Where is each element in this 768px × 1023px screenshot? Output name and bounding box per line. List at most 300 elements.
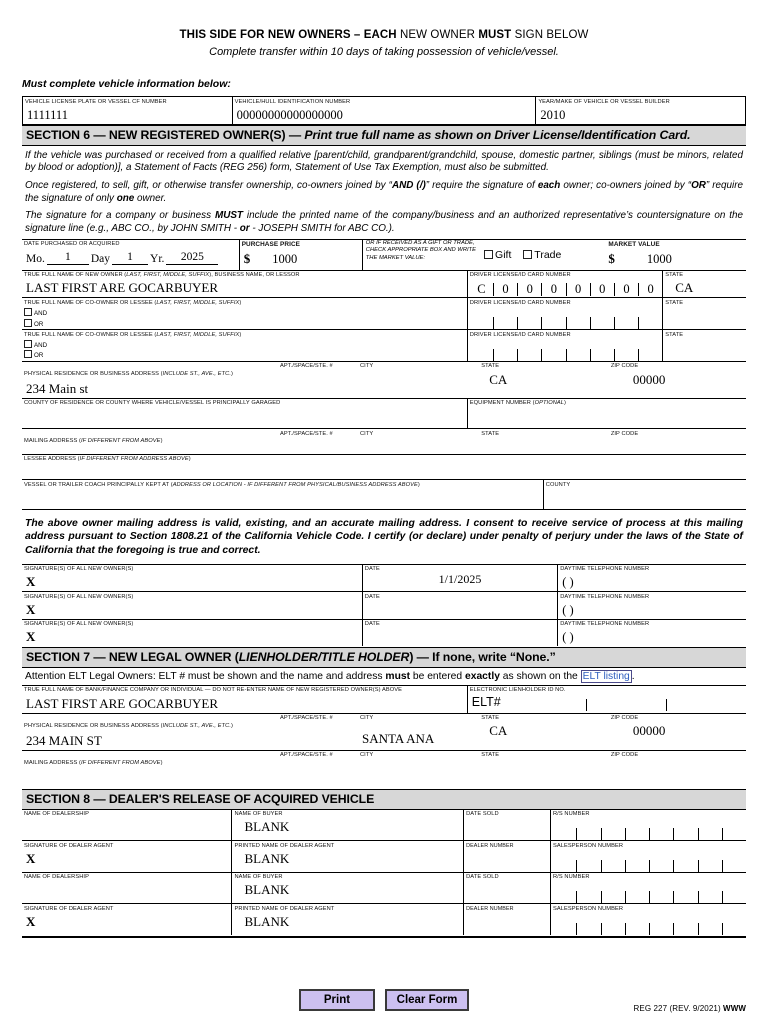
dl-tick	[591, 349, 615, 361]
dealer-agent-printed-cell-2[interactable]	[232, 904, 464, 935]
must-complete-note: Must complete vehicle information below:	[22, 78, 231, 90]
elt-listing-link[interactable]: ELT listing	[582, 671, 630, 683]
coowner-2-dl-label: DRIVER LICENSE/ID CARD NUMBER	[469, 331, 571, 338]
elt-attn-must: must	[385, 671, 411, 683]
legal-address-value: 234 MAIN ST	[26, 732, 102, 748]
physical-apt-label: APT./SPACE/STE. #	[280, 363, 333, 370]
signature-table	[22, 564, 746, 647]
rs-tick	[626, 828, 650, 840]
table-row	[22, 480, 746, 509]
vessel-kept-table	[22, 480, 746, 510]
elt-tick	[667, 699, 746, 711]
dealer-signature-x-mark: X	[26, 914, 36, 930]
or-checkbox[interactable]	[24, 319, 32, 327]
p2-and-token: AND (/)	[391, 179, 426, 191]
legal-mailing-zip-label: ZIP CODE	[610, 752, 639, 759]
section-7-address-table	[22, 714, 746, 751]
signature-date-cell-3[interactable]	[362, 619, 557, 646]
buyer-name-cell-1[interactable]	[232, 810, 464, 841]
dl-tick	[542, 349, 566, 361]
dl-char: 0	[518, 283, 542, 296]
physical-zip-label: ZIP CODE	[610, 363, 639, 370]
page-title-part-1: THIS SIDE FOR NEW OWNERS – EACH	[179, 29, 397, 41]
coowner-2-or-row[interactable]	[24, 350, 467, 361]
signature-phone-cell-2[interactable]	[558, 592, 746, 620]
mailing-zip-cell[interactable]	[605, 429, 746, 454]
dealer-number-cell-2[interactable]	[464, 904, 551, 935]
p3-text-e: - JOSEPH SMITH for ABC CO.).	[249, 222, 395, 234]
signature-label: SIGNATURE(S) OF ALL NEW OWNER(S)	[24, 593, 134, 600]
gift-label: Gift	[495, 248, 512, 261]
sp-tick	[723, 860, 746, 872]
date-purchased-fields[interactable]	[22, 252, 239, 265]
dl-char: 0	[567, 283, 591, 296]
market-value-label: MARKET VALUE	[608, 241, 660, 249]
elt-id-label: ELECTRONIC LIENHOLDER ID NO.	[469, 687, 566, 694]
legal-mailing-state-cell[interactable]	[467, 751, 605, 769]
table-row	[22, 330, 746, 361]
rs-tick	[553, 891, 577, 903]
gift-checkbox[interactable]	[484, 250, 493, 259]
dealer-agent-sig-label: SIGNATURE OF DEALER AGENT	[24, 905, 114, 912]
p2-text-e: owner; co-owners joined by “	[560, 179, 692, 191]
signature-cell-1[interactable]	[22, 564, 362, 592]
vehicle-vin-label: VEHICLE/HULL IDENTIFICATION NUMBER	[234, 98, 351, 105]
signature-date-label: DATE	[364, 621, 380, 628]
elt-tick	[587, 699, 667, 711]
date-sold-cell-2[interactable]	[464, 872, 551, 904]
trade-checkbox[interactable]	[523, 250, 532, 259]
date-sold-label: DATE SOLD	[466, 874, 499, 881]
dealer-agent-printed-label: PRINTED NAME OF DEALER AGENT	[234, 842, 335, 849]
section-8-header: SECTION 8 — DEALER'S RELEASE OF ACQUIRED VEHICLE	[22, 789, 746, 810]
date-yr-value[interactable]: 2025	[166, 252, 218, 265]
vehicle-plate-cell[interactable]	[23, 97, 233, 125]
table-row	[22, 714, 746, 751]
elt-id-segments[interactable]	[505, 695, 746, 711]
table-row	[22, 668, 746, 685]
vessel-county-cell[interactable]	[543, 480, 746, 509]
physical-address-value: 234 Main st	[26, 380, 89, 396]
county-equipment-table	[22, 399, 746, 430]
table-row	[22, 751, 746, 769]
mailing-state-cell[interactable]	[467, 429, 605, 454]
equipment-number-cell[interactable]	[467, 399, 746, 429]
new-owner-name-cell[interactable]	[22, 271, 467, 298]
dealer-number-label: DEALER NUMBER	[466, 905, 514, 912]
section-6-paragraph-2	[25, 180, 743, 205]
sp-tick	[602, 860, 626, 872]
signature-phone-label: DAYTIME TELEPHONE NUMBER	[560, 593, 650, 600]
dealer-signature-x-mark: X	[26, 850, 36, 866]
physical-zip-cell[interactable]	[605, 362, 746, 399]
coowner-table-2	[22, 330, 746, 362]
physical-zip-value: 00000	[632, 371, 666, 387]
vehicle-plate-value: 1111111	[27, 107, 68, 122]
dl-tick	[615, 349, 639, 361]
coowner-1-dl-segments[interactable]	[468, 313, 662, 329]
page-title	[22, 29, 746, 41]
vehicle-yearmake-label: YEAR/MAKE OF VEHICLE OR VESSEL BUILDER	[538, 98, 670, 105]
vehicle-yearmake-value: 2010	[540, 107, 566, 122]
section-7-header	[22, 647, 746, 668]
market-value-dollar: $	[608, 251, 615, 267]
dl-tick	[639, 317, 662, 329]
new-owner-dl-segments[interactable]	[468, 279, 662, 296]
lessee-address-label: LESSEE ADDRESS (IF DIFFERENT FROM ADDRESS ABOVE)	[24, 456, 191, 463]
form-identifier	[634, 1004, 746, 1013]
new-owner-dl-label: DRIVER LICENSE/ID CARD NUMBER	[469, 272, 571, 279]
physical-address-cell[interactable]	[22, 362, 467, 399]
and-checkbox[interactable]	[24, 340, 32, 348]
rs-tick	[723, 891, 746, 903]
p3-text-a: The signature for a company or business	[25, 210, 215, 222]
salesperson-number-cell-2[interactable]	[551, 904, 747, 935]
signature-date-label: DATE	[364, 566, 380, 573]
rs-tick	[577, 828, 601, 840]
gift-trade-inner	[363, 240, 609, 263]
mailing-address-cell[interactable]	[22, 429, 467, 454]
p2-text-c: ” require the signature of	[425, 179, 538, 191]
legal-city-label: CITY	[360, 715, 374, 722]
rs-tick	[699, 828, 723, 840]
bank-name-cell[interactable]	[22, 686, 467, 713]
legal-zip-cell[interactable]	[605, 714, 746, 751]
coowner-2-joiner	[22, 340, 467, 361]
rs-number-cell-2[interactable]	[551, 872, 747, 904]
legal-zip-value: 00000	[632, 723, 666, 739]
elt-attn-a: Attention ELT Legal Owners: ELT # must be shown and the name and address	[25, 671, 386, 683]
coowner-2-state-label: STATE	[665, 331, 684, 338]
footer	[22, 989, 746, 1011]
salesperson-number-cell-1[interactable]	[551, 841, 747, 873]
buyer-name-cell-2[interactable]	[232, 872, 464, 904]
elt-id-cell[interactable]	[467, 686, 746, 713]
signature-cell-3[interactable]	[22, 619, 362, 646]
clear-form-button[interactable]: Clear Form	[385, 989, 469, 1011]
section-7-bank-table	[22, 686, 746, 714]
new-owner-dl-cell[interactable]	[467, 271, 662, 298]
signature-phone-cell-1[interactable]	[558, 564, 746, 592]
p3-must: MUST	[214, 210, 243, 222]
legal-apt-label: APT./SPACE/STE. #	[280, 715, 333, 722]
signature-date-cell-1[interactable]	[362, 564, 557, 592]
signature-phone-value: ( )	[562, 575, 574, 590]
market-value-field[interactable]	[608, 252, 746, 267]
page-subtitle: Complete transfer within 10 days of taking possession of vehicle/vessel.	[209, 46, 559, 58]
coowner-1-dl-cell[interactable]	[467, 298, 662, 329]
new-owner-table	[22, 271, 746, 299]
form-id-text: REG 227 (REV. 9/2021)	[633, 1004, 724, 1013]
legal-mailing-labels	[22, 751, 467, 769]
table-row	[22, 810, 746, 841]
rs-tick	[699, 891, 723, 903]
section-7-title-b: LIENHOLDER/TITLE HOLDER	[238, 650, 410, 665]
date-sold-label: DATE SOLD	[466, 811, 499, 818]
table-row	[22, 399, 746, 429]
coowner-2-and-row[interactable]	[24, 340, 467, 351]
date-mo-value[interactable]: 1	[47, 252, 89, 265]
dl-tick	[615, 317, 639, 329]
section-7-mailing-table	[22, 751, 746, 769]
legal-mailing-apt-label: APT./SPACE/STE. #	[280, 752, 333, 759]
date-purchased-cell[interactable]	[22, 239, 239, 270]
elt-attention-cell	[22, 668, 746, 685]
coowner-1-label: TRUE FULL NAME OF CO-OWNER OR LESSEE (LAST, FIRST, MIDDLE, SUFFIX)	[24, 299, 242, 306]
elt-id-field[interactable]	[468, 695, 746, 711]
rs-tick	[577, 891, 601, 903]
salesperson-number-segments[interactable]	[551, 856, 746, 872]
section-7-attention-table	[22, 668, 746, 686]
coowner-1-and-row[interactable]	[24, 308, 467, 319]
date-sold-cell-1[interactable]	[464, 810, 551, 841]
salesperson-number-segments[interactable]	[551, 919, 746, 935]
sp-tick	[674, 860, 698, 872]
coowner-1-name-cell[interactable]	[22, 298, 467, 329]
dl-char: 0	[494, 283, 518, 296]
signature-phone-label: DAYTIME TELEPHONE NUMBER	[560, 566, 650, 573]
legal-owner-address-cell[interactable]	[22, 714, 467, 751]
sp-tick	[577, 860, 601, 872]
sp-tick	[650, 923, 674, 935]
coowner-2-dl-cell[interactable]	[467, 330, 662, 361]
rs-tick	[602, 891, 626, 903]
p2-each: each	[537, 179, 561, 191]
table-row	[23, 97, 746, 125]
signature-cell-2[interactable]	[22, 592, 362, 620]
dealer-number-cell-1[interactable]	[464, 841, 551, 873]
or-label: OR	[34, 320, 44, 328]
salesperson-number-label: SALESPERSON NUMBER	[553, 905, 624, 912]
dl-tick	[494, 349, 518, 361]
dealership-name-cell-2[interactable]	[22, 872, 232, 904]
page-title-part-4: SIGN BELOW	[511, 29, 589, 41]
dl-tick	[518, 317, 542, 329]
signature-phone-cell-3[interactable]	[558, 619, 746, 646]
section-6-title: SECTION 6 — NEW REGISTERED OWNER(S) —	[26, 127, 305, 142]
new-owner-state-label: STATE	[665, 272, 684, 279]
signature-date-value: 1/1/2025	[438, 572, 482, 587]
lessee-address-table	[22, 455, 746, 481]
gift-trade-cell[interactable]	[362, 239, 608, 270]
physical-address-labels	[22, 362, 467, 380]
sp-tick	[699, 923, 723, 935]
dl-tick	[494, 317, 518, 329]
and-label: AND	[34, 341, 48, 349]
dl-char: 0	[542, 283, 566, 296]
date-day-text: Day	[90, 252, 111, 265]
dl-tick	[470, 317, 494, 329]
dl-tick	[470, 349, 494, 361]
sp-tick	[602, 923, 626, 935]
legal-state-label: STATE	[481, 715, 500, 722]
or-checkbox[interactable]	[24, 350, 32, 358]
coowner-1-or-row[interactable]	[24, 319, 467, 330]
table-row	[22, 271, 746, 298]
dl-tick	[567, 317, 591, 329]
buyer-name-label: NAME OF BUYER	[234, 811, 283, 818]
page-title-part-3: MUST	[478, 29, 512, 41]
sp-tick	[553, 923, 577, 935]
coowner-1-dl-label: DRIVER LICENSE/ID CARD NUMBER	[469, 299, 571, 306]
bank-name-value: LAST FIRST ARE GOCARBUYER	[26, 695, 219, 711]
mailing-address-label: MAILING ADDRESS (IF DIFFERENT FROM ABOVE)	[24, 438, 163, 445]
and-checkbox[interactable]	[24, 308, 32, 316]
signature-x-mark: X	[26, 629, 36, 645]
and-label: AND	[34, 309, 48, 317]
table-row	[22, 362, 746, 399]
sp-tick	[674, 923, 698, 935]
gift-note-line-3: THE MARKET VALUE:	[365, 255, 426, 262]
elt-attn-f: .	[631, 671, 635, 683]
vessel-kept-label: VESSEL OR TRAILER COACH PRINCIPALLY KEPT AT (ADDRESS OR LOCATION - IF DIFFERENT FROM PHYSICAL/BUSINESS ADDRESS ABOVE)	[24, 481, 420, 488]
table-row	[22, 686, 746, 713]
dl-char: 0	[647, 282, 654, 297]
sp-tick	[650, 860, 674, 872]
table-row	[22, 592, 746, 620]
certification-paragraph: The above owner mailing address is valid, existing, and an accurate mailing address. I consent to receive service of process at this mailing address pursuant to Section 1808.21 of the California Vehicle Code. I certify (or declare) under penalty of perjury under the laws of the State of California that the foregoing is true and correct.	[25, 517, 743, 556]
buyer-name-label: NAME OF BUYER	[234, 874, 283, 881]
salesperson-number-label: SALESPERSON NUMBER	[553, 842, 624, 849]
rs-number-label: R/S NUMBER	[553, 874, 590, 881]
coowner-2-label: TRUE FULL NAME OF CO-OWNER OR LESSEE (LAST, FIRST, MIDDLE, SUFFIX)	[24, 331, 242, 338]
elt-attn-exactly: exactly	[465, 671, 500, 683]
p2-one: one	[116, 192, 135, 204]
coowner-1-state-cell[interactable]	[663, 298, 746, 329]
gift-trade-note	[366, 240, 476, 263]
section-6-paragraph-3	[25, 210, 743, 235]
page-title-part-2: NEW OWNER	[396, 29, 479, 41]
gift-trade-checkboxes	[484, 249, 561, 261]
legal-zip-label: ZIP CODE	[610, 715, 639, 722]
signature-date-cell-2[interactable]	[362, 592, 557, 620]
table-row	[22, 619, 746, 646]
purchase-info-table	[22, 239, 746, 271]
dl-tick	[542, 317, 566, 329]
sp-tick	[626, 860, 650, 872]
form-www-text: WWW	[723, 1004, 746, 1013]
legal-mailing-zip-cell[interactable]	[605, 751, 746, 769]
vehicle-yearmake-cell[interactable]	[536, 97, 746, 125]
signature-phone-value: ( )	[562, 630, 574, 645]
sp-tick	[699, 860, 723, 872]
table-row	[22, 841, 746, 873]
rs-tick	[626, 891, 650, 903]
signature-date-value	[363, 601, 557, 602]
legal-mailing-cell[interactable]	[22, 751, 467, 769]
rs-tick	[674, 828, 698, 840]
vehicle-vin-cell[interactable]	[232, 97, 536, 125]
sp-tick	[553, 860, 577, 872]
dealer-agent-sig-cell-1[interactable]	[22, 841, 232, 873]
lessee-address-cell[interactable]	[22, 455, 746, 480]
physical-city-label: CITY	[360, 363, 374, 370]
physical-state-cell[interactable]	[467, 362, 605, 399]
purchase-price-label: PURCHASE PRICE	[241, 241, 300, 249]
rs-number-segments[interactable]	[551, 824, 746, 840]
legal-state-value: CA	[489, 723, 508, 739]
signature-label: SIGNATURE(S) OF ALL NEW OWNER(S)	[24, 566, 134, 573]
rs-number-cell-1[interactable]	[551, 810, 747, 841]
county-residence-cell[interactable]	[22, 399, 467, 429]
sp-tick	[723, 923, 746, 935]
mailing-apt-label: APT./SPACE/STE. #	[280, 430, 333, 437]
dl-char: C	[470, 283, 494, 296]
p2-text-i: owner.	[134, 192, 167, 204]
county-residence-label: COUNTY OF RESIDENCE OR COUNTY WHERE VEHICLE/VESSEL IS PRINCIPALLY GARAGED	[24, 400, 281, 407]
new-owner-state-cell[interactable]	[663, 271, 746, 298]
dl-tick	[518, 349, 542, 361]
date-day-value[interactable]: 1	[112, 252, 148, 265]
rs-tick	[650, 891, 674, 903]
vessel-kept-cell[interactable]	[22, 480, 543, 509]
table-row	[22, 872, 746, 904]
section-7-title-a: SECTION 7 — NEW LEGAL OWNER (	[26, 650, 239, 665]
coowner-table-1	[22, 298, 746, 330]
dealership-name-cell-1[interactable]	[22, 810, 232, 841]
legal-address-labels	[22, 714, 467, 732]
p3-or: or	[239, 222, 250, 234]
date-purchased-label: DATE PURCHASED OR ACQUIRED	[24, 241, 120, 248]
section-8-table	[22, 810, 746, 936]
elt-attn-c: be entered	[410, 671, 465, 683]
vehicle-info-table	[22, 96, 746, 125]
section-6-header	[22, 125, 746, 146]
table-row	[22, 455, 746, 480]
purchase-price-cell[interactable]	[239, 239, 362, 270]
coowner-2-name-cell[interactable]	[22, 330, 467, 361]
section-7-title-c: ) — If none, write “None.”	[409, 650, 556, 665]
rs-number-segments[interactable]	[551, 887, 746, 903]
gift-note-line-1: OR IF RECEIVED AS A GIFT OR TRADE,	[365, 239, 475, 246]
rs-number-label: R/S NUMBER	[553, 811, 590, 818]
legal-address-label: PHYSICAL RESIDENCE OR BUSINESS ADDRESS (INCLUDE ST., AVE., ETC.)	[24, 722, 233, 729]
vessel-county-label: COUNTY	[545, 481, 571, 488]
market-value-cell[interactable]	[608, 239, 746, 270]
coowner-1-state-label: STATE	[665, 299, 684, 306]
or-label: OR	[34, 352, 44, 360]
legal-mailing-label: MAILING ADDRESS (IF DIFFERENT FROM ABOVE)	[24, 759, 163, 766]
legal-mailing-city-label: CITY	[360, 752, 374, 759]
bank-name-label: TRUE FULL NAME OF BANK/FINANCE COMPANY OR INDIVIDUAL — DO NOT RE-ENTER NAME OF NEW REGISTERED OWNER(S) ABOVE	[24, 687, 402, 694]
purchase-price-field[interactable]	[240, 252, 362, 267]
equipment-number-label: EQUIPMENT NUMBER (OPTIONAL)	[469, 400, 566, 407]
section-8-bottom-rule	[22, 936, 746, 938]
new-owner-name-value: LAST FIRST ARE GOCARBUYER	[26, 280, 219, 296]
table-row	[22, 429, 746, 454]
signature-label: SIGNATURE(S) OF ALL NEW OWNER(S)	[24, 621, 134, 628]
coowner-2-state-cell[interactable]	[663, 330, 746, 361]
elt-id-value: ELT#	[471, 695, 501, 710]
dealership-name-label: NAME OF DEALERSHIP	[24, 874, 89, 881]
dealership-name-label: NAME OF DEALERSHIP	[24, 811, 89, 818]
p2-or-token: OR	[691, 179, 706, 191]
section-6-subtitle: Print true full name as shown on Driver License/Identification Card.	[304, 127, 691, 142]
coowner-2-dl-segments[interactable]	[468, 345, 662, 361]
dealer-number-label: DEALER NUMBER	[466, 842, 514, 849]
signature-phone-value: ( )	[562, 602, 574, 617]
dealer-agent-printed-cell-1[interactable]	[232, 841, 464, 873]
vehicle-vin-value: 00000000000000000	[236, 107, 343, 122]
coowner-1-joiner	[22, 308, 467, 329]
elt-tick	[507, 699, 587, 711]
print-button[interactable]: Print	[299, 989, 375, 1011]
rs-tick	[650, 828, 674, 840]
dealer-agent-printed-value: BLANK	[244, 914, 290, 930]
legal-state-cell[interactable]	[467, 714, 605, 751]
dealer-agent-sig-cell-2[interactable]	[22, 904, 232, 935]
dl-tick	[639, 349, 662, 361]
